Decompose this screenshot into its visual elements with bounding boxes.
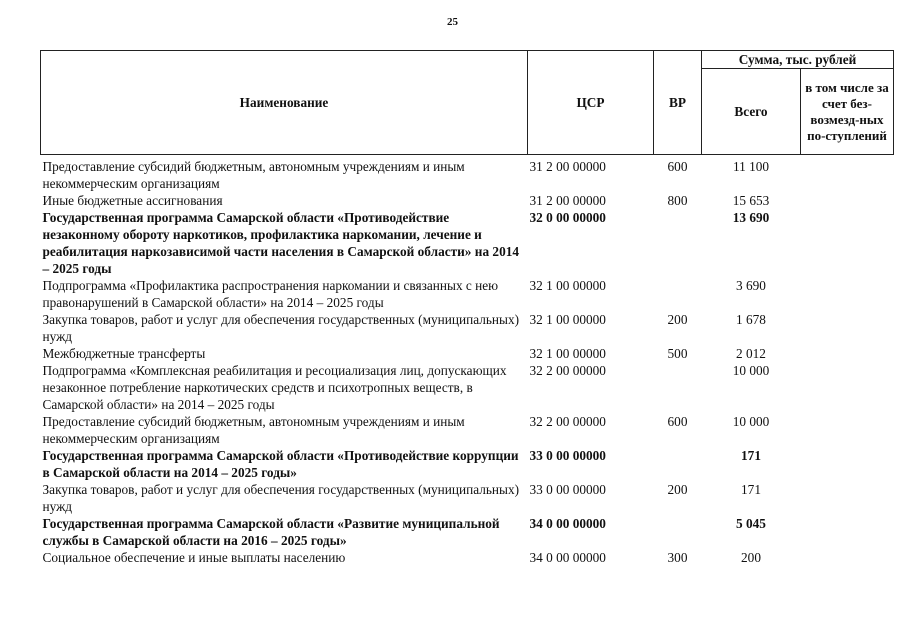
- row-name: Закупка товаров, работ и услуг для обеспечения государственных (муниципальных) нужд: [42, 482, 520, 514]
- table-row: [41, 447, 894, 481]
- table-row: [41, 345, 894, 362]
- row-incl: [801, 311, 894, 345]
- row-vr: 200: [667, 312, 688, 327]
- row-total: 2 012: [736, 346, 766, 361]
- row-vr: [654, 515, 702, 549]
- row-total: 1 678: [736, 312, 766, 327]
- row-total: 3 690: [736, 278, 766, 293]
- row-vr: [654, 277, 702, 311]
- row-total: 10 000: [732, 363, 770, 378]
- row-name: Государственная программа Самарской области «Противодействие незаконному обороту наркотиков, профилактика наркомании, лечение и реабилитация наркозависимой части населения в Самарской области» на 2014 – 2025 годы: [42, 210, 520, 276]
- row-total: 5 045: [736, 516, 766, 531]
- row-csr: 34 0 00 00000: [529, 550, 606, 565]
- row-name: Предоставление субсидий бюджетным, автономным учреждениям и иным некоммерческим организациям: [42, 159, 465, 191]
- budget-table: [40, 50, 894, 566]
- row-vr: 800: [667, 193, 688, 208]
- row-name: Предоставление субсидий бюджетным, автономным учреждениям и иным некоммерческим организациям: [42, 414, 465, 446]
- table-row: [41, 155, 894, 193]
- row-total: 171: [741, 482, 761, 497]
- row-name: Иные бюджетные ассигнования: [42, 193, 223, 208]
- row-csr: 31 2 00 00000: [529, 193, 606, 208]
- row-vr: [654, 362, 702, 413]
- row-vr: 500: [667, 346, 688, 361]
- table-row: [41, 192, 894, 209]
- header-csr: ЦСР: [528, 51, 654, 155]
- table-row: [41, 549, 894, 566]
- table-row: [41, 515, 894, 549]
- row-csr: 32 1 00 00000: [529, 346, 606, 361]
- row-incl: [801, 277, 894, 311]
- table-row: [41, 481, 894, 515]
- row-total: 171: [741, 448, 761, 463]
- row-csr: 32 2 00 00000: [529, 363, 606, 378]
- row-name: Государственная программа Самарской области «Противодействие коррупции в Самарской области на 2014 – 2025 годы»: [42, 448, 519, 480]
- row-vr: 600: [667, 159, 688, 174]
- row-total: 15 653: [732, 193, 770, 208]
- row-incl: [801, 481, 894, 515]
- header-amount-group: Сумма, тыс. рублей: [702, 51, 894, 69]
- row-csr: 32 0 00 00000: [529, 210, 606, 225]
- row-name: Подпрограмма «Комплексная реабилитация и ресоциализация лиц, допускающих незаконное потребление наркотических средств и психотропных веществ, в Самарской области» на 2014 – 2025 годы: [42, 363, 507, 412]
- table-row: [41, 277, 894, 311]
- table-header: [41, 51, 894, 155]
- table-row: [41, 362, 894, 413]
- row-vr: 200: [667, 482, 688, 497]
- row-total: 10 000: [732, 414, 770, 429]
- row-total: 13 690: [732, 210, 770, 225]
- row-name: Закупка товаров, работ и услуг для обеспечения государственных (муниципальных) нужд: [42, 312, 520, 344]
- row-incl: [801, 549, 894, 566]
- row-csr: 32 1 00 00000: [529, 278, 606, 293]
- table-body: [41, 155, 894, 567]
- row-name: Социальное обеспечение и иные выплаты населению: [42, 550, 346, 565]
- row-vr: 300: [667, 550, 688, 565]
- row-csr: 33 0 00 00000: [529, 482, 606, 497]
- row-csr: 31 2 00 00000: [529, 159, 606, 174]
- row-name: Межбюджетные трансферты: [42, 346, 206, 361]
- row-vr: [654, 209, 702, 277]
- row-incl: [801, 413, 894, 447]
- row-name: Подпрограмма «Профилактика распространения наркомании и связанных с нею правонарушений в Самарской области» на 2014 – 2025 годы: [42, 278, 499, 310]
- row-csr: 34 0 00 00000: [529, 516, 606, 531]
- header-incl: в том числе за счет без-возмезд-ных по-ступлений: [801, 69, 894, 155]
- row-csr: 33 0 00 00000: [529, 448, 606, 463]
- row-incl: [801, 192, 894, 209]
- row-incl: [801, 345, 894, 362]
- row-total: 200: [741, 550, 761, 565]
- row-csr: 32 2 00 00000: [529, 414, 606, 429]
- row-incl: [801, 362, 894, 413]
- table-row: [41, 311, 894, 345]
- row-incl: [801, 447, 894, 481]
- header-vr: ВР: [654, 51, 702, 155]
- row-incl: [801, 515, 894, 549]
- row-vr: 600: [667, 414, 688, 429]
- row-total: 11 100: [732, 159, 770, 174]
- page-number: 25: [447, 16, 458, 28]
- row-vr: [654, 447, 702, 481]
- header-total: Всего: [702, 69, 801, 155]
- row-incl: [801, 209, 894, 277]
- row-incl: [801, 155, 894, 193]
- table-row: [41, 413, 894, 447]
- row-csr: 32 1 00 00000: [529, 312, 606, 327]
- header-name: Наименование: [41, 51, 528, 155]
- table-row: [41, 209, 894, 277]
- row-name: Государственная программа Самарской области «Развитие муниципальной службы в Самарской области на 2016 – 2025 годы»: [42, 516, 500, 548]
